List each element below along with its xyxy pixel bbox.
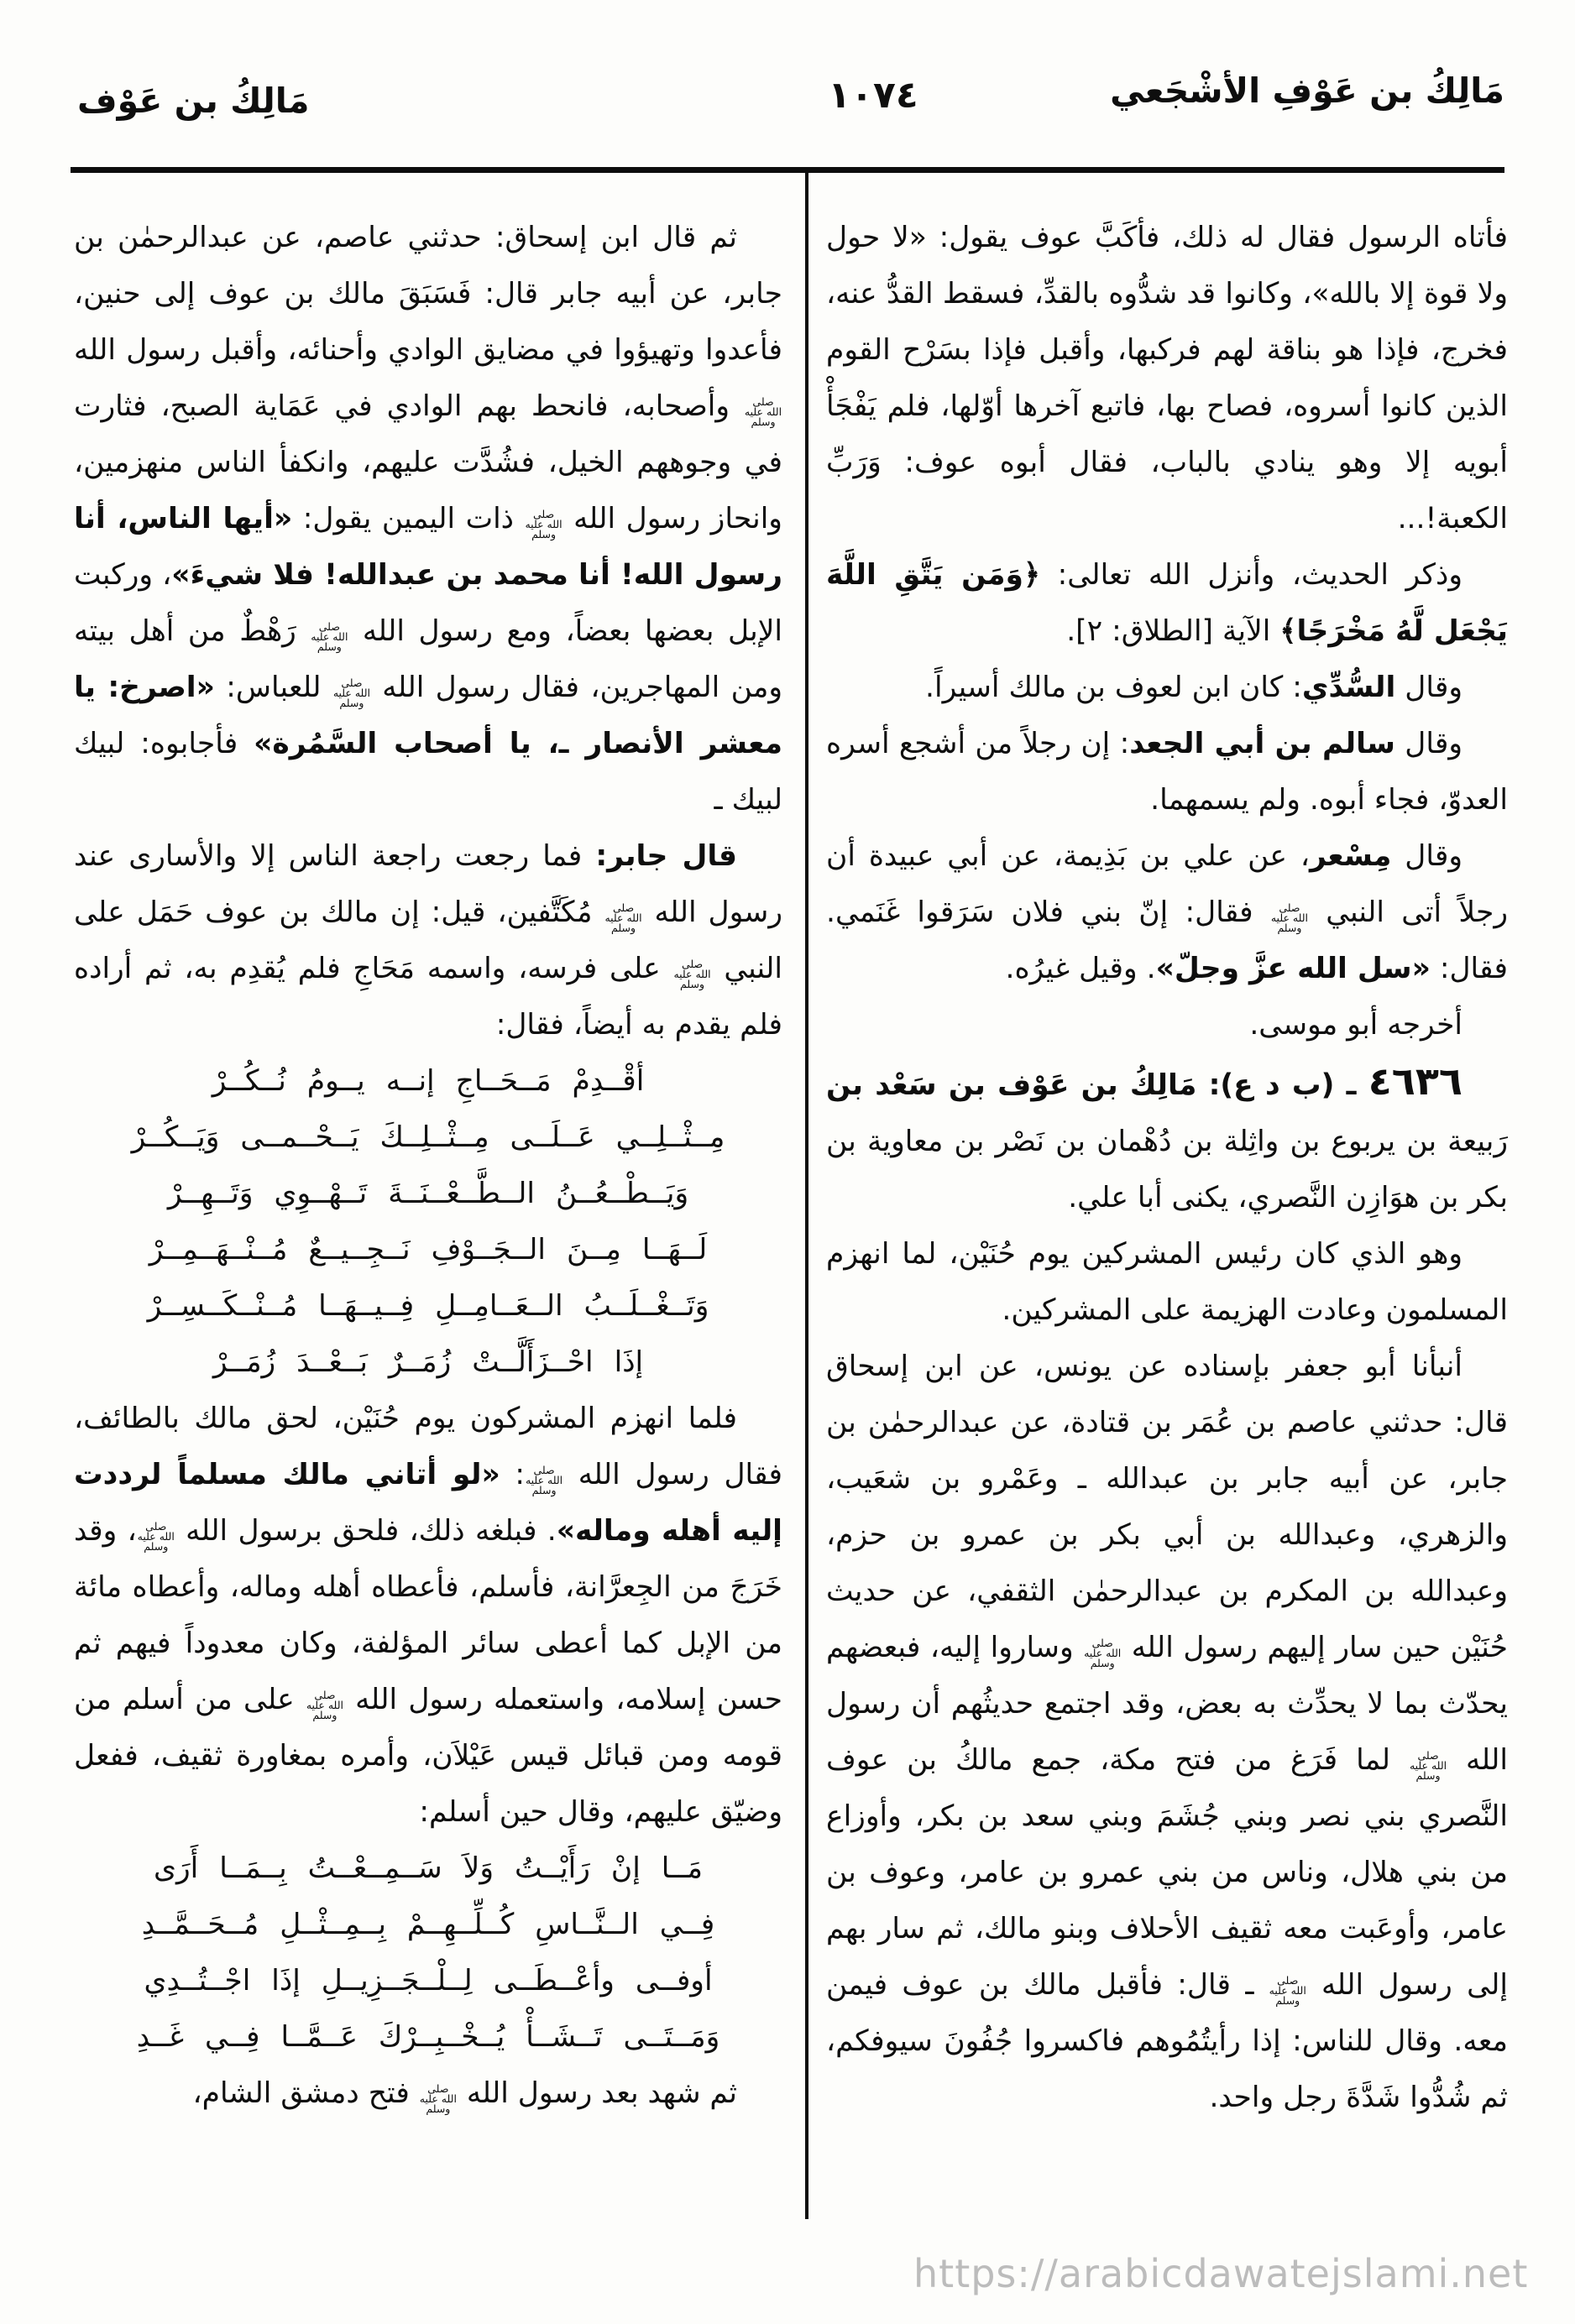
verse-line: إذَا احْــزَأَلَّــتْ زُمَــرٌ بَــعْــدَ زُمَــرْ	[212, 1345, 644, 1379]
text-run: للعباس:	[214, 671, 332, 704]
text-run: وهو الذي كان رئيس المشركين يوم حُنَيْن، لما انهزم المسلمون وعادت الهزيمة على المشركين.	[826, 1237, 1508, 1327]
paragraph	[826, 1339, 1508, 2126]
text-run: : كان ابن لعوف بن مالك أسيراً.	[925, 671, 1302, 704]
text-run: . فبلغه ذلك، فلحق برسول الله	[175, 1514, 557, 1548]
text-run: وقال	[1394, 727, 1463, 760]
verse-line: فِــي الــنَّــاسِ كُــلِّــهِــمْ بِــمِــثْــلِ مُــحَــمَّــدِ	[141, 1908, 715, 1941]
left-column	[74, 210, 782, 2249]
pbuh-honorific-icon: صلى الله عليه وسلم	[137, 1520, 175, 1553]
paragraph	[826, 210, 1508, 547]
text-run: سالم بن أبي الجعد	[1129, 727, 1395, 760]
text-run: ثم شهد بعد رسول الله	[457, 2076, 737, 2110]
paragraph	[826, 716, 1508, 828]
text-run: أنبأنا أبو جعفر بإسناده عن يونس، عن ابن إسحاق قال: حدثني عاصم بن عُمَر بن قتادة، عن عبدالرحمٰن بن جابر، عن أبيه جابر بن عبدالله ـ وعَمْرو بن شعَيب، والزهري، وعبدالله بن أبي بكر بن عمرو بن حزم، وعبدالله بن المكرم بن عبدالرحمٰن الثقفي، عن حديث حُنَيْن حين سار إليهم رسول الله	[826, 1350, 1508, 1664]
pbuh-honorific-icon: صلى الله عليه وسلم	[525, 1464, 563, 1496]
poem	[74, 1841, 782, 2065]
text-run: «لو أتاني مالك مسلماً لرددت إليه أهله وماله»	[74, 1458, 782, 1548]
paragraph	[74, 2065, 782, 2122]
header-rule	[71, 167, 1504, 173]
text-run: رَبيعة بن يربوع بن واثِلة بن دُهْمان بن نَصْر بن معاوية بن بكر بن هوَازِن النَّصري، يكنى أبا علي.	[826, 1125, 1508, 1214]
text-run: الآية [الطلاق: ٢].	[1066, 614, 1280, 648]
text-run: فأجابوه: لبيك لبيك ـ	[74, 727, 782, 817]
text-run: فقال: إنّ بني فلان سَرَقوا غَنَمي. فقال:	[826, 896, 1508, 985]
verse-line: مِــثْــلِــي عَــلَــى مِــثْــلِــكَ يَــحْــمــى وَيَــكُــرْ	[131, 1120, 725, 1154]
pbuh-honorific-icon: صلى الله عليه وسلم	[604, 901, 642, 934]
text-run: رَهْطٌ من أهل بيته ومن المهاجرين، فقال رسول الله	[74, 614, 782, 704]
verse-line: لَــهَــا مِــنَ الــجَــوْفِ نَــجِــيــعٌ مُــنْــهَــمِــرْ	[149, 1233, 708, 1266]
pbuh-honorific-icon: صلى الله عليه وسلم	[673, 958, 711, 990]
poem	[74, 1053, 782, 1391]
pbuh-honorific-icon: صلى الله عليه وسلم	[1409, 1749, 1447, 1782]
pbuh-honorific-icon: صلى الله عليه وسلم	[1269, 1974, 1306, 2007]
text-run: ، وقد خَرَجَ من الجِعرَّانة، فأسلم، فأعطاه أهله وماله، وأعطاه مائة من الإبل كما أعطى سائر المؤلفة، وكان معدوداً فيهم ثم حسن إسلامه، واستعمله رسول الله	[74, 1514, 782, 1716]
text-run: وقال	[1395, 671, 1462, 704]
right-column	[826, 210, 1508, 2249]
text-run: على من أسلم من قومه ومن قبائل قيس عَيْلاَن، وأمره بمغاورة ثقيف، ففعل وضيّق عليهم، وقال حين أسلم:	[74, 1683, 782, 1829]
header-right-title: مَالِكُ بن عَوْفِ الأشْجَعي	[1110, 71, 1504, 111]
text-run: على فرسه، واسمه مَحَاجِ فلم يُقدِم به، ثم أراده فلم يقدم به أيضاً، فقال:	[74, 952, 782, 1042]
text-run: ﴿وَمَن يَتَّقِ اللَّهَ يَجْعَل لَّهُ مَخْرَجًا﴾	[826, 558, 1508, 648]
header-left-title: مَالِكُ بن عَوْف	[77, 81, 310, 121]
text-run: «أيها الناس، أنا رسول الله! أنا محمد بن عبدالله! فلا شيءَ»	[74, 502, 782, 592]
paragraph	[826, 547, 1508, 660]
page-number: ١٠٧٤	[828, 74, 918, 117]
text-run: مِسْعر	[1309, 839, 1392, 873]
text-run: ذات اليمين يقول:	[292, 502, 525, 535]
text-run: ، وركبت الإبل بعضها بعضاً، ومع رسول الله	[74, 558, 782, 648]
pbuh-honorific-icon: صلى الله عليه وسلم	[1084, 1637, 1122, 1669]
pbuh-honorific-icon: صلى الله عليه وسلم	[419, 2082, 457, 2115]
paragraph	[74, 210, 782, 828]
watermark-url: https://arabicdawatejslami.net	[913, 2251, 1529, 2296]
text-run: ـ قال: فأقبل مالك بن عوف فيمن معه. وقال للناس: إذا رأيتُمُوهم فاكسروا جُفُونَ سيوفكم، ثم شُدُّوا شَدَّةَ رجل واحد.	[826, 1968, 1508, 2114]
verse-line: أوفــى وأعْــطَــى لِــلْــجَــزِيــلِ إذَا اجْــتُــدِي	[144, 1964, 713, 1998]
text-run: «سل الله عزَّ وجلّ»	[1155, 952, 1431, 985]
pbuh-honorific-icon: صلى الله عليه وسلم	[744, 395, 782, 428]
pbuh-honorific-icon: صلى الله عليه وسلم	[525, 508, 562, 541]
text-run: وساروا إليه، فبعضهم يحدّث بما لا يحدِّث به بعض، وقد اجتمع حديثُهم أن رسول الله	[826, 1631, 1508, 1777]
paragraph	[826, 1226, 1508, 1339]
pbuh-honorific-icon: صلى الله عليه وسلم	[311, 620, 348, 653]
text-run: فأتاه الرسول فقال له ذلك، فأكَبَّ عوف يقول: «لا حول ولا قوة إلا بالله»، وكانوا قد شدُّوه بالقدِّ، فسقط القدُّ عنه، فخرج، فإذا هو بناقة لهم فركبها، وأقبل فإذا بسَرْح القوم الذين كانوا أسروه، فصاح بها، فاتبع آخرها أوّلها، فلم يَفْجَأْ أبويه إلا وهو ينادي بالباب، فقال أبوه عوف: وَرَبِّ الكعبة!...	[826, 221, 1508, 535]
text-run: مَالِكُ بن عَوْف بن سَعْد بن	[826, 1068, 1197, 1102]
verse-line: أقْــدِمْ مَــحَــاجِ إنــه يــومُ نُــكُــرْ	[212, 1064, 645, 1098]
text-run: . وقيل غيرُه.	[1005, 952, 1156, 985]
text-run: :	[500, 1458, 526, 1491]
text-run: قال جابر:	[595, 839, 737, 873]
paragraph	[826, 828, 1508, 997]
entry-paragraph	[826, 1053, 1508, 1226]
text-run: لما فَرَغ من فتح مكة، جمع مالكُ بن عوف النَّصري بني نصر وبني جُشَمَ وبني سعد بن بكر، وأوزاع من بني هلال، وناس من بني عمرو بن عامر، وعوف بن عامر، وأوعَبت معه ثقيف الأحلاف وبنو مالك، ثم سار بهم إلى رسول الله	[826, 1743, 1508, 2002]
pbuh-honorific-icon: صلى الله عليه وسلم	[1270, 901, 1309, 934]
verse-line: وَتَــغْــلَــبُ الــعَــامِــلِ فِــيــهَــا مُــنْــكَــسِــرْ	[147, 1289, 709, 1323]
paragraph	[826, 660, 1508, 716]
text-run: وأصحابه، فانحط بهم الوادي في عَمَاية الصبح، فثارت في وجوههم الخيل، فشُدَّت عليهم، وانكفأ الناس منهزمين، وانحاز رسول الله	[74, 389, 782, 535]
text-run: مُكَتَّفين، قيل: إن مالك بن عوف حَمَل على النبي	[74, 896, 782, 985]
paragraph	[74, 1391, 782, 1841]
text-run: ثم قال ابن إسحاق: حدثني عاصم، عن عبدالرحمٰن بن جابر، عن أبيه جابر قال: فَسَبَقَ مالك بن عوف إلى حنين، فأعدوا وتهيؤوا في مضايق الوادي وأحنائه، وأقبل رسول الله	[74, 221, 782, 367]
column-divider	[805, 173, 808, 2219]
text-run: فما رجعت راجعة الناس إلا والأسارى عند رسول الله	[74, 839, 782, 929]
text-run: السُّدِّي	[1301, 671, 1396, 704]
text-run: فتح دمشق الشام،	[192, 2076, 419, 2110]
text-run: وقال	[1391, 839, 1462, 873]
text-run: : إن رجلاً من أشجع أسره العدوّ، فجاء أبوه. ولم يسمهما.	[826, 727, 1508, 817]
verse-line: وَيَــطْــعُــنُ الــطَّــعْــنَــةَ تَــهْــوِي وَتَــهِــرْ	[167, 1177, 689, 1210]
pbuh-honorific-icon: صلى الله عليه وسلم	[306, 1689, 343, 1721]
verse-line: مَــا إنْ رَأَيْــتُ وَلاَ سَــمِــعْــتُ بِــمَــا أَرَى	[154, 1851, 703, 1885]
text-run: ، عن علي بن بَذِيمة، عن أبي عبيدة أن رجلاً أتى النبي	[826, 839, 1508, 929]
text-run: ـ (ب د ع):	[1196, 1068, 1368, 1102]
entry-number: ٤٦٣٦	[1368, 1058, 1462, 1104]
text-run: أخرجه أبو موسى.	[1249, 1008, 1462, 1042]
text-run: «اصرخ: يا معشر الأنصار ـ، يا أصحاب السَّمُرة»	[74, 671, 782, 760]
text-run: فلما انهزم المشركون يوم حُنَيْن، لحق مالك بالطائف، فقال رسول الله	[74, 1402, 782, 1491]
paragraph	[74, 828, 782, 1053]
text-run: وذكر الحديث، وأنزل الله تعالى:	[1040, 558, 1462, 592]
pbuh-honorific-icon: صلى الله عليه وسلم	[332, 676, 370, 709]
verse-line: وَمَــتَــى تَــشَــأْ يُــخْــبِــرْكَ عَــمَّــا فِــي غَــدِ	[136, 2020, 720, 2054]
paragraph	[826, 997, 1508, 1053]
